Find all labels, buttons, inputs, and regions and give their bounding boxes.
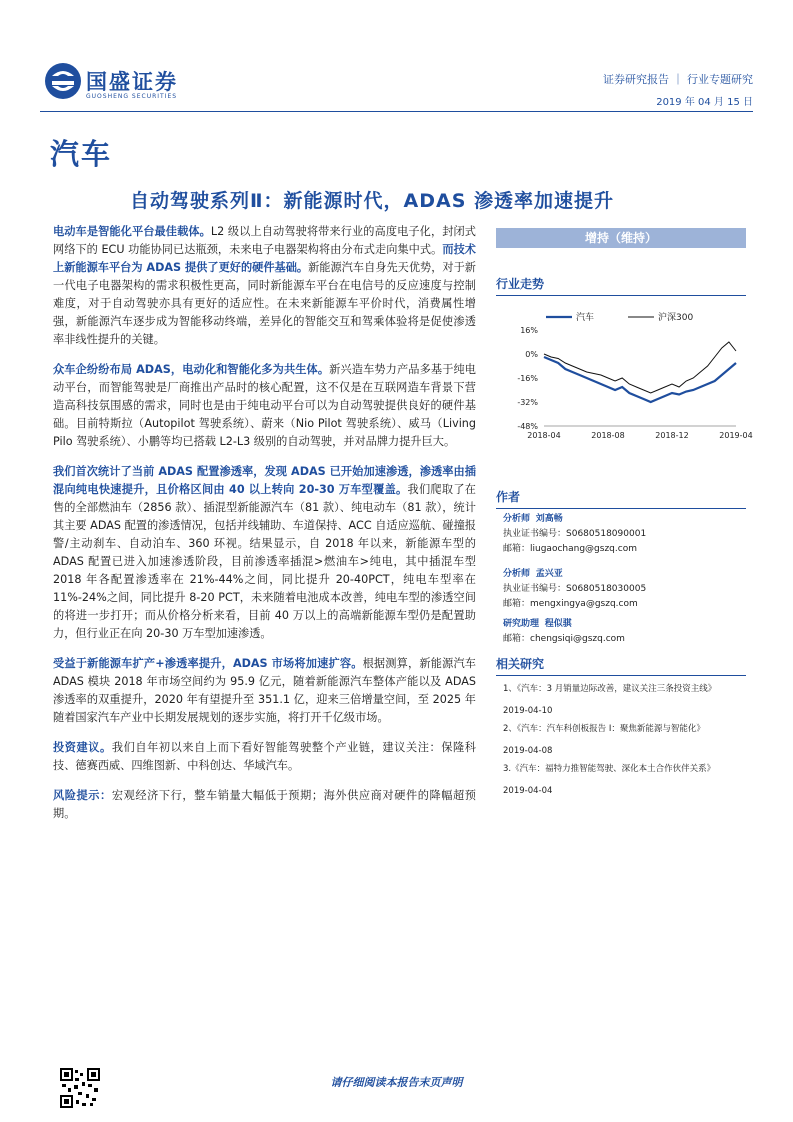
- related-item-3[interactable]: [503, 762, 748, 796]
- paragraph-lead: 我们首次统计了当前 ADAS 配置渗透率，发现 ADAS 已开始加速渗透，渗透率由插混向纯电快速提升，且价格区间由 40 以上转向 20-30 万车型覆盖。: [53, 465, 476, 496]
- footer-disclaimer: 请仔细阅读本报告末页声明: [330, 1076, 463, 1089]
- author-1: [503, 512, 748, 557]
- paragraph-3: [53, 463, 476, 643]
- author-email[interactable]: chengsiqi@gszq.com: [530, 634, 625, 644]
- author-email[interactable]: mengxingya@gszq.com: [530, 599, 638, 609]
- x-tick-label: 2019-04: [719, 431, 753, 440]
- related-date: 2019-04-08: [503, 746, 553, 756]
- author-email[interactable]: liugaochang@gszq.com: [530, 544, 637, 554]
- author-role: 分析师: [503, 569, 531, 579]
- trend-heading: 行业走势: [496, 275, 746, 296]
- cert-label: 执业证书编号：: [503, 529, 567, 539]
- paragraph-lead: 风险提示：: [53, 789, 112, 802]
- cert-number: S0680518030005: [566, 584, 647, 594]
- legend-label: 汽车: [576, 313, 595, 323]
- email-label: 邮箱：: [503, 544, 531, 554]
- paragraph-text: 我们自年初以来自上而下看好智能驾驶整个产业链，建议关注：保隆科技、德赛西威、四维图新、中科创达、华域汽车。: [53, 741, 476, 772]
- paragraph-text: 新能源汽车自身先天优势，对于新一代电子电器架构的需求积极性更高，同时新能源车平台在电信号的反应速度与控制难度，对于自动驾驶亦具有更好的适应性。在未来新能源车平价时代，消费属性增强，新能源汽车逐步成为智能移动终端，差异化的智能交互和驾乘体验将是促使渗透率非线性提升的关键。: [53, 261, 476, 346]
- paragraph-lead: 投资建议。: [53, 741, 112, 754]
- report-date: 2019 年 04 月 15 日: [656, 97, 753, 108]
- y-tick-label: -16%: [517, 374, 538, 383]
- logo-text: 国盛证券: [86, 70, 178, 94]
- authors-heading: 作者: [496, 488, 746, 509]
- paragraph-text: 我们爬取了在售的全部燃油车（2856 款）、插混型新能源汽车（81 款）、纯电动车（81 款），统计其主要 ADAS 配置的渗透情况，包括并线辅助、车道保持、ACC 自适应巡航、碰撞报警/主动刹车、自动泊车、360 环视。结果显示，自 2018 年以来，新能源车型的 ADAS 配置已进入加速渗透阶段，目前渗透率插混>燃油车>纯电，其中插混车型 2018 年各配置渗透率在 21%-44%之间，同比提升 20-40PCT，纯电车型率在 11%-24%之间，同比提升 8-20 PCT，未来随着电池成本改善，纯电车型的渗透空间的将进一步打开；而从价格分析来看，目前 40 万以上的高端新能源车型仍是配置助力，但行业正在向 20-30 万车型加速渗透。: [53, 483, 476, 640]
- rating-badge: 增持（维持）: [496, 228, 746, 248]
- paragraph-text: 新兴造车势力产品多基于纯电动平台，而智能驾驶是厂商推出产品时的核心配置，这不仅是在互联网造车背景下营造高科技氛围感的需求，同时也是由于纯电动平台可以为自动驾驶提供良好的硬件基础。目前特斯拉（Autopilot 驾驶系统）、蔚来（Nio Pilot 驾驶系统）、威马（Living Pilo 驾驶系统）、小鹏等均已搭载 L2-L3 级别的自动驾驶，并对品牌力提升巨大。: [53, 363, 476, 448]
- y-tick-label: -32%: [517, 398, 538, 407]
- paragraph-lead: 而技术上新能源车平台为 ADAS 提供了更好的硬件基础。: [53, 243, 476, 274]
- paragraph-5: [53, 739, 476, 775]
- paragraph-text: 根据测算，新能源汽车 ADAS 模块 2018 年市场空间约为 95.9 亿元，随着新能源汽车整体产能以及 ADAS 渗透率的双重提升，2020 年有望提升至 351.1 亿，迎来三倍增量空间，至 2025 年随着国家汽车产业中长期发展规划的逐步实施，将打开千亿级市场。: [53, 657, 476, 724]
- related-date: 2019-04-10: [503, 706, 553, 716]
- author-name: 程似骐: [544, 619, 572, 629]
- report-title: 自动驾驶系列Ⅱ：新能源时代，ADAS 渗透率加速提升: [130, 190, 614, 212]
- series-line-auto: [544, 357, 736, 402]
- related-item-2[interactable]: [503, 722, 748, 756]
- paragraph-1: [53, 223, 476, 349]
- cert-number: S0680518090001: [566, 529, 647, 539]
- logo-icon: [44, 62, 82, 100]
- x-tick-label: 2018-08: [591, 431, 625, 440]
- y-tick-label: 0%: [525, 350, 538, 359]
- author-role: 分析师: [503, 514, 531, 524]
- related-title: 2、《汽车：汽车科创板报告 I：聚焦新能源与智能化》: [503, 724, 705, 734]
- cert-label: 执业证书编号：: [503, 584, 567, 594]
- logo-subtitle: GUOSHENG SECURITIES: [86, 93, 178, 100]
- paragraph-4: [53, 655, 476, 727]
- author-3: [503, 617, 748, 647]
- report-type: 证券研究报告 ｜ 行业专题研究: [603, 73, 753, 86]
- author-name: 孟兴亚: [535, 569, 563, 579]
- header-divider: [40, 111, 753, 112]
- y-tick-label: 16%: [520, 326, 538, 335]
- paragraph-lead: 众车企纷纷布局 ADAS，电动化和智能化多为共生体。: [53, 363, 330, 376]
- sector-title: 汽车: [50, 137, 113, 171]
- main-content: [53, 223, 476, 835]
- x-tick-label: 2018-12: [655, 431, 689, 440]
- paragraph-text: L2 级以上自动驾驶将带来行业的高度电子化，封闭式网络下的 ECU 功能协同已达瓶颈，未来电子电器架构将由分布式走向集中式。: [53, 225, 476, 256]
- y-tick-label: -48%: [517, 422, 538, 431]
- related-date: 2019-04-04: [503, 786, 553, 796]
- paragraph-6: [53, 787, 476, 823]
- related-title: 3.《汽车：福特力推智能驾驶、深化本土合作伙伴关系》: [503, 764, 716, 774]
- paragraph-text: 宏观经济下行，整车销量大幅低于预期；海外供应商对硬件的降幅超预期。: [53, 789, 476, 820]
- related-item-1[interactable]: [503, 682, 748, 716]
- email-label: 邮箱：: [503, 599, 531, 609]
- author-2: [503, 567, 748, 612]
- trend-chart: [496, 306, 753, 452]
- legend-label: 沪深300: [658, 313, 694, 323]
- paragraph-2: [53, 361, 476, 451]
- x-tick-label: 2018-04: [527, 431, 561, 440]
- email-label: 邮箱：: [503, 634, 531, 644]
- paragraph-lead: 受益于新能源车扩产+渗透率提升，ADAS 市场将加速扩容。: [53, 657, 363, 670]
- author-name: 刘高畅: [535, 514, 563, 524]
- related-heading: 相关研究: [496, 655, 746, 676]
- paragraph-lead: 电动车是智能化平台最佳载体。: [53, 225, 211, 238]
- author-role: 研究助理: [503, 619, 540, 629]
- related-title: 1、《汽车：3 月销量边际改善，建议关注三条投资主线》: [503, 684, 717, 694]
